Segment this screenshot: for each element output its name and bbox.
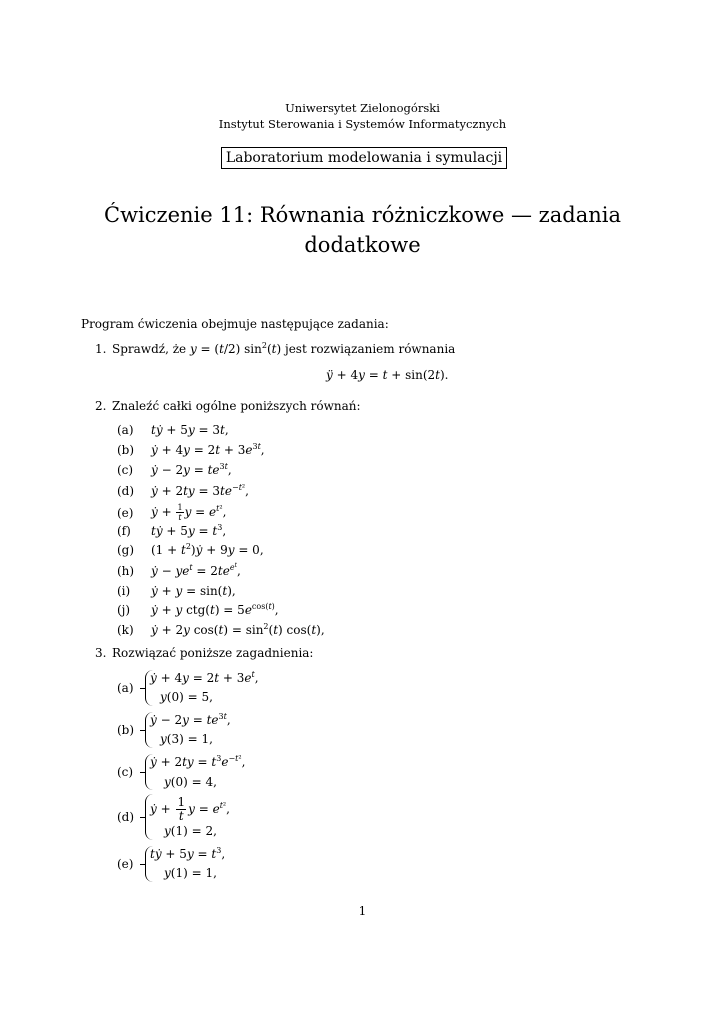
task2-eq-a: tẏ + 5y = 3t, — [151, 423, 229, 437]
task3-eq-a1: ẏ + $4y = 2t + 3e^t$, — [150, 670, 259, 685]
institute-name: Instytut Sterowania i Systemów Informatycznych — [218, 117, 507, 131]
task3-eq-e1: tẏ + $5y = t^3$, — [150, 846, 226, 861]
task2-label-a: (a) — [117, 423, 134, 437]
task2-label-j: (j) — [117, 603, 131, 617]
task1-statement — [112, 341, 455, 357]
intro-text: Program ćwiczenia obejmuje następujące zadania: — [81, 317, 389, 331]
page-title-line1: Ćwiczenie 11: Równania różniczkowe — zadania — [104, 203, 621, 227]
university-name: Uniwersytet Zielonogórski — [285, 101, 440, 115]
task1-equation: ÿ + 4y = t + sin(2t). — [326, 368, 449, 382]
task1-text-after: jest rozwiązaniem równania — [284, 342, 456, 356]
task3-label-e: (e) — [117, 857, 134, 871]
task3-label-d: (d) — [117, 810, 135, 824]
task2-label-d: (d) — [117, 484, 135, 498]
task1-text-before: Sprawdź, że — [112, 342, 187, 356]
task3-eq-c2: y(0) = 4, — [164, 775, 217, 789]
task2-label-e: (e) — [117, 506, 134, 520]
task3-eq-e2: y(1) = 1, — [164, 866, 217, 880]
task2-label-i: (i) — [117, 584, 131, 598]
task2-eq-d: ẏ + $2ty = 3te^{-t^2}$, — [151, 483, 249, 498]
task2-eq-b: ẏ + $4y = 2t + 3e^{3t}$, — [151, 442, 265, 457]
task3-label-a: (a) — [117, 681, 134, 695]
page-number: 1 — [358, 904, 367, 918]
task3-eq-a2: y(0) = 5, — [160, 690, 213, 704]
task3-number: 3. — [95, 646, 107, 660]
task2-eq-g: $(1 + t^2)ẏ + 9y = 0$, — [151, 542, 264, 557]
task2-label-h: (h) — [117, 564, 135, 578]
task2-eq-f: tẏ + $5y = t^3$, — [151, 523, 227, 538]
task2-label-b: (b) — [117, 443, 135, 457]
task2-label-k: (k) — [117, 623, 134, 637]
task2-eq-h: ẏ − $ye^t = 2te^{e^t}$, — [151, 562, 241, 578]
task2-label-f: (f) — [117, 524, 131, 538]
task2-eq-c: ẏ − $2y = te^{3t}$, — [151, 462, 232, 477]
task2-eq-i: ẏ + y = sin(t), — [151, 584, 236, 598]
task2-eq-e: ẏ + $\frac{1}{t}$ $y = e^{t^2}$, — [151, 503, 227, 522]
page-title-line2: dodatkowe — [304, 233, 421, 257]
task2-number: 2. — [95, 399, 107, 413]
task2-label-g: (g) — [117, 543, 135, 557]
task3-eq-b2: y(3) = 1, — [160, 732, 213, 746]
task3-text: Rozwiązać poniższe zagadnienia: — [112, 646, 314, 660]
task2-eq-j: ẏ + y $ctg(t) = 5e^{cos(t)}$, — [151, 602, 279, 617]
task1-number: 1. — [95, 342, 107, 356]
task2-text: Znaleźć całki ogólne poniższych równań: — [112, 399, 361, 413]
task3-label-b: (b) — [117, 723, 135, 737]
task2-eq-k: ẏ + 2y $\cos(t) = \sin^2(t)$ cos(t), — [151, 622, 325, 637]
task1-formula: y = (t/2) $\sin^2(t)$ — [189, 341, 282, 356]
task3-eq-d1: ẏ + $\frac{1}{t}$ $y = e^{t^2}$, — [150, 795, 230, 823]
lab-title-box: Laboratorium modelowania i symulacji — [221, 147, 507, 169]
task3-label-c: (c) — [117, 765, 134, 779]
task3-eq-b1: ẏ − $2y = te^{3t}$, — [150, 712, 231, 727]
task3-eq-c1: ẏ + $2ty = t^3e^{-t^2}$, — [150, 754, 246, 769]
task2-label-c: (c) — [117, 463, 134, 477]
task3-eq-d2: y(1) = 2, — [164, 824, 217, 838]
